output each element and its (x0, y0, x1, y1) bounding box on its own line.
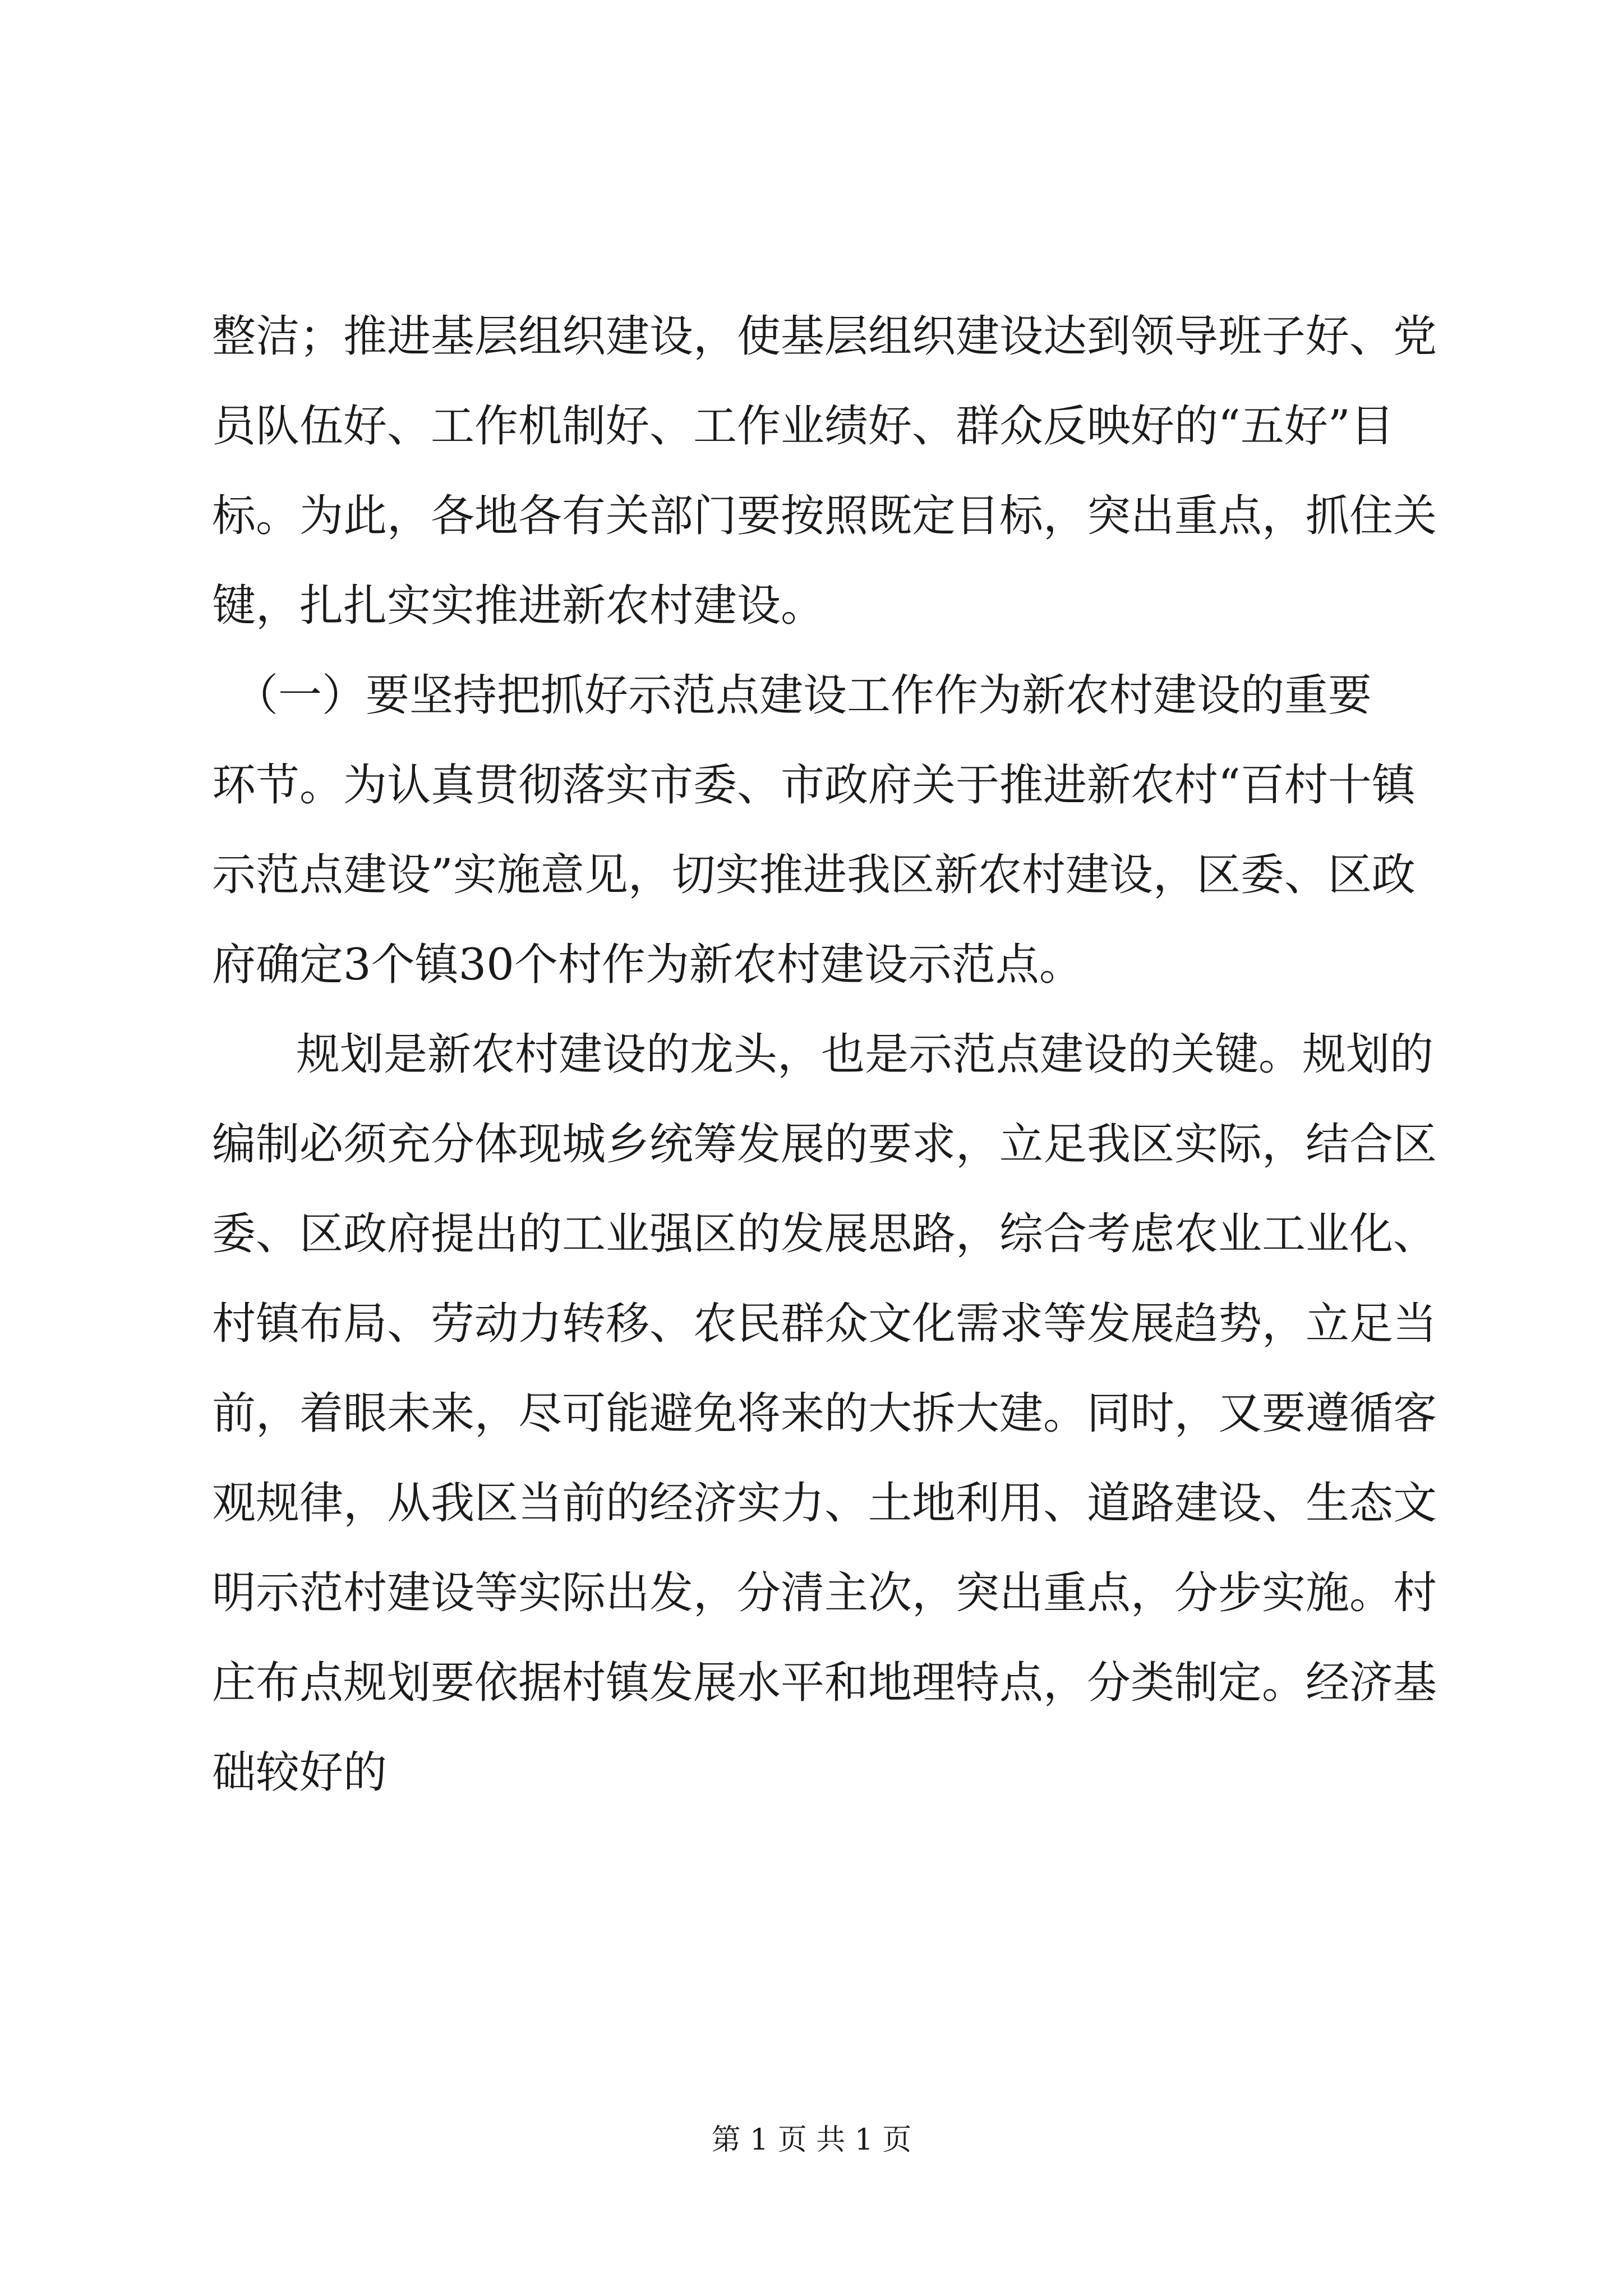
text-line: 整洁；推进基层组织建设，使基层组织建设达到领导班子好、党 (212, 311, 1437, 362)
text-line: 标。为此，各地各有关部门要按照既定目标，突出重点，抓住关 (212, 491, 1437, 541)
page-footer (0, 2120, 1623, 2160)
text-line: 前，着眼未来，尽可能避免将来的大拆大建。同时，又要遵循客 (212, 1388, 1437, 1439)
text-line: 键，扎扎实实推进新农村建设。 (212, 581, 825, 631)
document-body (212, 292, 1437, 1818)
text-line: 庄布点规划要依据村镇发展水平和地理特点，分类制定。经济基 (212, 1658, 1437, 1708)
text-line: 观规律，从我区当前的经济实力、土地利用、道路建设、生态文 (212, 1478, 1437, 1529)
text-line: 编制必须充分体现城乡统筹发展的要求，立足我区实际，结合区 (212, 1119, 1437, 1170)
text-line: 府确定3个镇30个村作为新农村建设示范点。 (212, 940, 1083, 990)
text-line: 明示范村建设等实际出发，分清主次，突出重点，分步实施。村 (212, 1568, 1437, 1618)
text-line: 础较好的 (212, 1747, 388, 1798)
text-line: 村镇布局、劳动力转移、农民群众文化需求等发展趋势，立足当 (212, 1299, 1437, 1349)
text-line: 示范点建设”实施意见，切实推进我区新农村建设，区委、区政 (212, 850, 1415, 900)
text-line: 规划是新农村建设的龙头，也是示范点建设的关键。规划的 (296, 1029, 1434, 1080)
text-line: 环节。为认真贯彻落实市委、市政府关于推进新农村“百村十镇 (212, 760, 1415, 811)
text-line: 员队伍好、工作机制好、工作业绩好、群众反映好的“五好”目 (212, 401, 1394, 452)
page-number-label: 第 1 页 共 1 页 (711, 2123, 912, 2157)
text-line: 委、区政府提出的工业强区的发展思路，综合考虑农业工业化、 (212, 1209, 1437, 1259)
text-line: （一）要坚持把抓好示范点建设工作作为新农村建设的重要 (234, 670, 1372, 721)
